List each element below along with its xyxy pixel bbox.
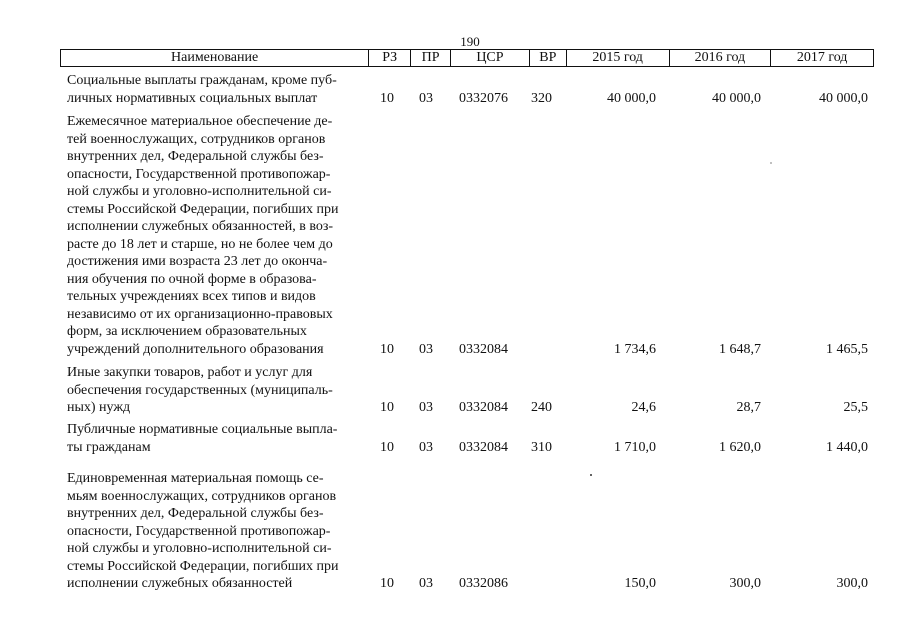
row-name: Иные закупки товаров, работ и услуг для обеспечения государственных (муниципаль- ных) нужд <box>67 365 333 415</box>
row-2015: 150,0 <box>624 575 656 591</box>
table-row <box>60 72 874 107</box>
row-pr: 03 <box>419 90 433 106</box>
header-2017: 2017 год <box>796 50 848 65</box>
page-number: 190 <box>460 34 480 49</box>
row-csr: 0332084 <box>459 399 508 415</box>
row-name: Единовременная материальная помощь се- мьям военнослужащих, сотрудников органов внутренних дел, Федеральной службы без- опасности, Государственной противопожар- ной службы и уголовно-исполнительной си- стемы Российской Федерации, погибших при исполнении служебных обязанностей <box>67 471 339 591</box>
table-row <box>60 421 874 456</box>
row-2017: 1 440,0 <box>826 439 868 455</box>
header-vr: ВР <box>530 50 567 66</box>
row-name: Ежемесячное материальное обеспечение де- тей военнослужащих, сотрудников органов внутренних дел, Федеральной службы без- опасности, Государственной противопожар- ной службы и уголовно-исполнительной си- стемы Российской Федерации, погибших при исполнении служебных обязанностей, в воз- расте до 18 лет и старше, но не более чем до достижения ими возраста 23 лет до оконча- ния обучения по очной форме в образова- тельных учреждениях всех типов и видов независимо от их организационно-правовых форм, за исключением образовательных учреждений дополнительного образования <box>67 114 339 357</box>
scan-speck <box>590 474 592 476</box>
row-vr: 310 <box>531 439 552 455</box>
row-pr: 03 <box>419 439 433 455</box>
header-rz: РЗ <box>369 50 411 66</box>
header-name: Наименование <box>61 50 369 66</box>
row-2016: 300,0 <box>729 575 761 591</box>
row-csr: 0332076 <box>459 90 508 106</box>
row-2016: 1 620,0 <box>719 439 761 455</box>
row-pr: 03 <box>419 399 433 415</box>
header-2016: 2016 год <box>670 50 772 66</box>
table-row <box>60 113 874 358</box>
row-pr: 03 <box>419 575 433 591</box>
header-csr: ЦСР <box>451 50 530 66</box>
row-csr: 0332086 <box>459 575 508 591</box>
row-rz: 10 <box>380 341 394 357</box>
row-2016: 28,7 <box>736 399 761 415</box>
row-2015: 40 000,0 <box>607 90 656 106</box>
row-csr: 0332084 <box>459 439 508 455</box>
row-name: Социальные выплаты гражданам, кроме пуб- личных нормативных социальных выплат <box>67 73 337 106</box>
row-rz: 10 <box>380 90 394 106</box>
row-2017: 25,5 <box>843 399 868 415</box>
row-name: Публичные нормативные социальные выпла- ты гражданам <box>67 422 338 455</box>
table-header <box>60 49 874 67</box>
header-pr: ПР <box>411 50 451 66</box>
row-2017: 40 000,0 <box>819 90 868 106</box>
row-2015: 1 710,0 <box>614 439 656 455</box>
row-rz: 10 <box>380 399 394 415</box>
row-vr: 320 <box>531 90 552 106</box>
row-2016: 1 648,7 <box>719 341 761 357</box>
table-row <box>60 364 874 416</box>
row-2017: 300,0 <box>836 575 868 591</box>
row-pr: 03 <box>419 341 433 357</box>
row-rz: 10 <box>380 575 394 591</box>
scan-speck <box>770 162 772 164</box>
row-2015: 1 734,6 <box>614 341 656 357</box>
row-2016: 40 000,0 <box>712 90 761 106</box>
row-rz: 10 <box>380 439 394 455</box>
header-2015: 2015 год <box>567 50 670 66</box>
row-2017: 1 465,5 <box>826 341 868 357</box>
row-csr: 0332084 <box>459 341 508 357</box>
row-vr: 240 <box>531 399 552 415</box>
table-row <box>60 470 874 592</box>
row-2015: 24,6 <box>631 399 656 415</box>
